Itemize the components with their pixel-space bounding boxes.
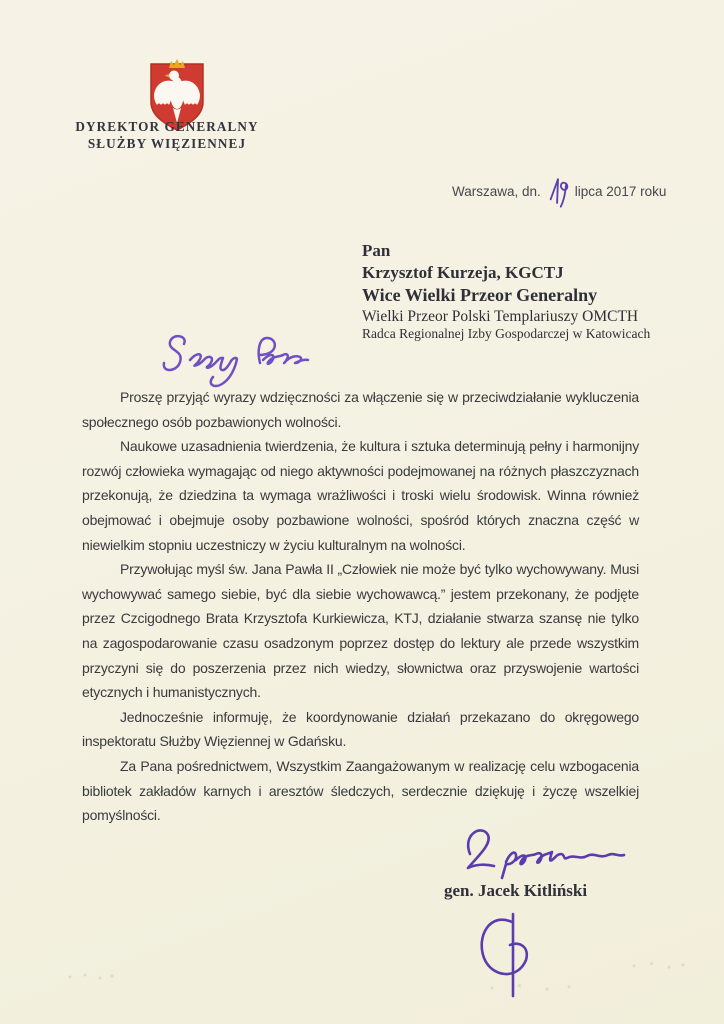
handwritten-closing [444, 822, 629, 880]
scan-speckle [470, 982, 580, 994]
dateline-suffix: lipca 2017 roku [574, 184, 667, 199]
dateline [452, 184, 666, 199]
recipient-title-2: Wielki Przeor Polski Templariuszy OMCTH [362, 308, 639, 325]
paragraph-5: Za Pana pośrednictwem, Wszystkim Zaangażowanym w realizację celu wzbogacenia bibliotek zakładów karnych i aresztów śledczych, serdecznie dziękuję i życzę wszelkiej pomyślności. [82, 757, 639, 824]
signer-name: gen. Jacek Kitliński [444, 881, 588, 900]
paragraph-3: Przywołując myśl św. Jana Pawła II „Człowiek nie może być tylko wychowywany. Musi wychowywać samego siebie, być dla siebie wychowawcą.” jestem przekonany, że podjęte przez Czcigodnego Brata Krzysztofa Kurkiewicza, KTJ, działanie stwarza szansę nie tylko na zagospodarowanie czasu osadzonym poprzez dostęp do lektury ale przede wszystkim przyczyni się do poszerzenia przez nich wiedzy, słownictwa oraz przyswojenie wartości etycznych i humanistycznych. [82, 561, 639, 701]
recipient-name: Krzysztof Kurzeja, KGCTJ [362, 263, 564, 282]
handwritten-day-number [547, 175, 569, 209]
dateline-prefix: Warszawa, dn. [452, 184, 541, 199]
scan-speckle [620, 960, 690, 972]
paragraph-2: Naukowe uzasadnienia twierdzenia, że kultura i sztuka determinują pełny i harmonijny rozwój człowieka wymagając od niego aktywności podejmowanej na różnych płaszczyznach przekonują, że dziedzina ta wymaga wrażliwości i troski wielu środowisk. Winna również obejmować i obejmuje osoby pozbawione wolności, spośród których znaczna część w niewielkim stopniu uczestniczy w życiu kulturalnym na wolności. [82, 438, 639, 553]
recipient-title-3: Radca Regionalnej Izby Gospodarczej w Katowicach [362, 326, 651, 341]
letterhead-title-line2: SŁUŻBY WIĘZIENNEJ [87, 135, 247, 151]
scan-speckle [58, 972, 118, 982]
letter-body [82, 385, 639, 828]
recipient-salutation: Pan [362, 241, 391, 260]
handwritten-greeting [156, 332, 361, 390]
recipient-title-1: Wice Wielki Przeor Generalny [362, 285, 598, 305]
letterhead-title-line1: DYREKTOR GENERALNY [75, 119, 259, 134]
recipient-block [362, 240, 650, 342]
paragraph-4: Jednocześnie informuję, że koordynowanie działań przekazano do okręgowego inspektoratu Służby Więziennej w Gdańsku. [82, 708, 639, 750]
letterhead-title [60, 119, 274, 152]
paragraph-1: Proszę przyjąć wyrazy wdzięczności za włączenie się w przeciwdziałanie wykluczenia społecznego osób pozbawionych wolności. [82, 389, 639, 430]
